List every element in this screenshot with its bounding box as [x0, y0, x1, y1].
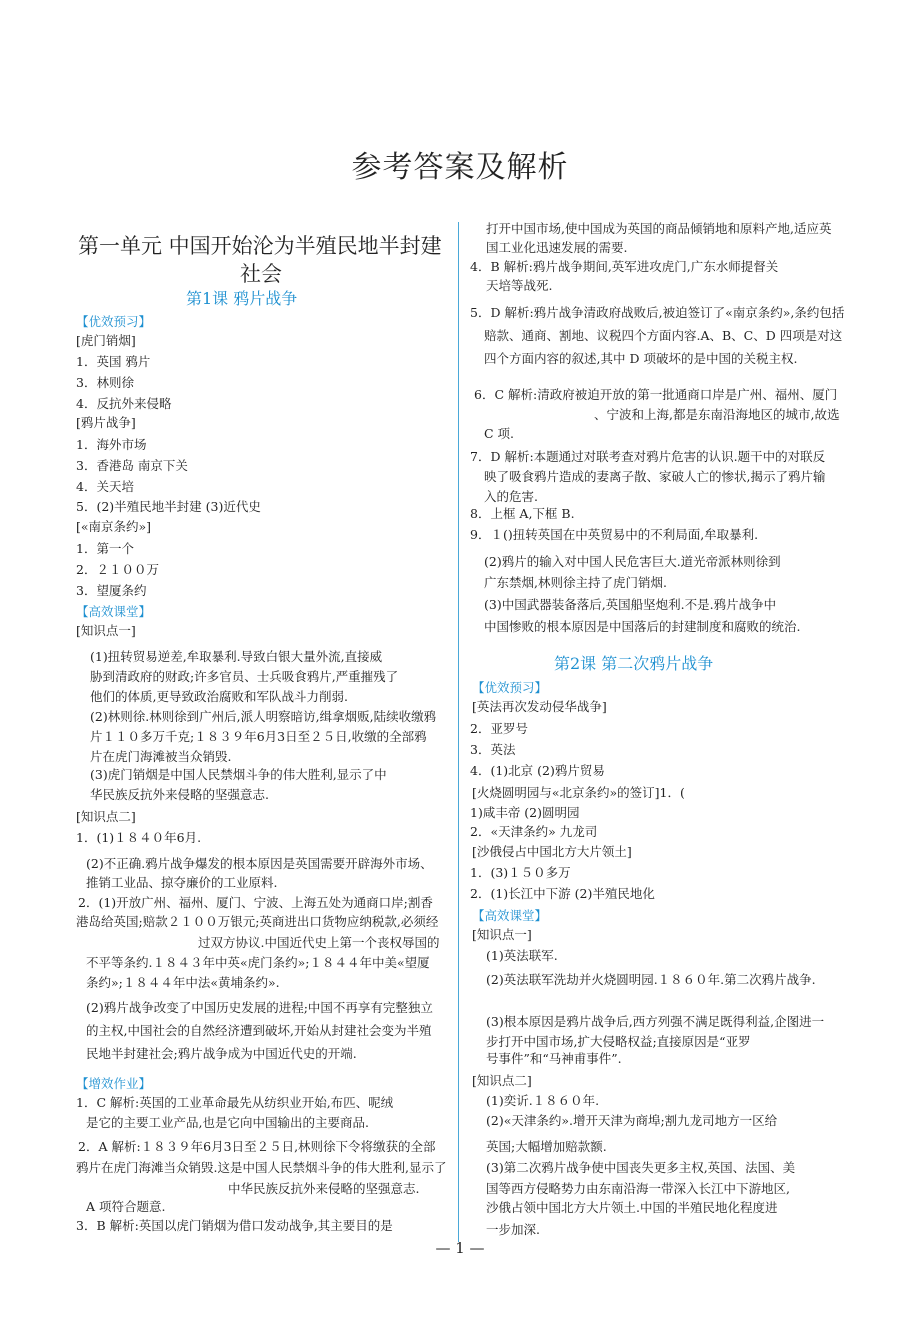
answer-line: 2．(1)开放广州、福州、厦门、宁波、上海五处为通商口岸;割香 [78, 895, 433, 910]
answer-line: (2)英法联军洗劫并火烧圆明园.１８６０年.第二次鸦片战争. [486, 972, 816, 987]
subsection-label: [知识点二] [76, 809, 136, 824]
answer-line: 推销工业品、掠夺廉价的工业原料. [86, 875, 278, 890]
answer-line: 1．C 解析:英国的工业革命最先从纺织业开始,布匹、呢绒 [76, 1095, 394, 1110]
answer-line: 2．(1)长江中下游 (2)半殖民地化 [470, 886, 655, 901]
answer-line: 赔款、通商、割地、议税四个方面内容.A、B、C、D 四项是对这 [484, 328, 843, 343]
answer-line: 胁到清政府的财政;许多官员、士兵吸食鸦片,严重摧残了 [90, 669, 399, 684]
subsection-label: [虎门销烟] [76, 333, 136, 348]
answer-line: (1)奕䜣.１８６０年. [486, 1093, 600, 1108]
answer-line: 他们的体质,更导致政治腐败和军队战斗力削弱. [90, 689, 348, 704]
answer-line: 1．英国 鸦片 [76, 354, 151, 369]
answer-line: 2．２１００万 [76, 562, 159, 577]
answer-line: 中国惨败的根本原因是中国落后的封建制度和腐败的统治. [484, 619, 801, 634]
answer-line: 1．海外市场 [76, 437, 147, 452]
answer-line: 打开中国市场,使中国成为英国的商品倾销地和原料产地,适应英 [486, 221, 832, 236]
answer-line: (1)扭转贸易逆差,牟取暴利.导致白银大量外流,直接威 [90, 649, 383, 664]
section-tag: 【优效预习】 [76, 314, 152, 329]
answer-line: (2)鸦片战争改变了中国历史发展的进程;中国不再享有完整独立 [86, 1000, 433, 1015]
subsection-label: [知识点二] [472, 1073, 532, 1088]
answer-line: (2)不正确.鸦片战争爆发的根本原因是英国需要开辟海外市场、 [86, 856, 433, 871]
answer-line: 华民族反抗外来侵略的坚强意志. [90, 787, 269, 802]
answer-line: 鸦片在虎门海滩当众销毁.这是中国人民禁烟斗争的伟大胜利,显示了 [76, 1160, 447, 1175]
answer-line: 国等西方侵略势力由东南沿海一带深入长江中下游地区, [486, 1181, 790, 1196]
answer-line: 步打开中国市场,扩大侵略权益;直接原因是“亚罗 [486, 1034, 751, 1049]
subsection-label: [鸦片战争] [76, 415, 136, 430]
answer-line: 9．１()扭转英国在中英贸易中的不利局面,牟取暴利. [470, 527, 759, 542]
answer-line: (2)«天津条约».增开天津为商埠;割九龙司地方一区给 [486, 1113, 778, 1128]
answer-line: 1．(1)１８４０年6月. [76, 830, 202, 845]
answer-line: (3)中国武器装备落后,英国船坚炮利.不是.鸦片战争中 [484, 597, 777, 612]
subsection-label: [知识点一] [76, 623, 136, 638]
unit-title-cont: 社会 [240, 262, 282, 286]
answer-line: 4．(1)北京 (2)鸦片贸易 [470, 763, 605, 778]
page-number: — 1 — [435, 1239, 485, 1257]
answer-line: 港岛给英国;赔款２１００万银元;英商进出口货物应纳税款,必须经 [76, 914, 439, 929]
answer-line: 6．C 解析:清政府被迫开放的第一批通商口岸是广州、福州、厦门 [474, 387, 838, 402]
answer-line: 8．上框 A,下框 B. [470, 506, 575, 521]
answer-line: 4．反抗外来侵略 [76, 396, 172, 411]
answer-line: 沙俄占领中国北方大片领土.中国的半殖民地化程度进 [486, 1200, 778, 1215]
subsection-label: [知识点一] [472, 927, 532, 942]
answer-line: 4．关天培 [76, 479, 134, 494]
answer-line: 四个方面内容的叙述,其中 D 项破坏的是中国的关税主权. [484, 351, 798, 366]
answer-line: 1)咸丰帝 (2)圆明园 [470, 805, 580, 820]
answer-line: (3)第二次鸦片战争使中国丧失更多主权,英国、法国、美 [486, 1160, 796, 1175]
answer-line: 广东禁烟,林则徐主持了虎门销烟. [484, 575, 667, 590]
answer-line: (2)鸦片的输入对中国人民危害巨大.道光帝派林则徐到 [484, 554, 781, 569]
answer-line: 条约»;１８４４年中法«黄埔条约». [86, 975, 280, 990]
answer-line: 一步加深. [486, 1222, 540, 1237]
answer-line: (3)根本原因是鸦片战争后,西方列强不满足既得利益,企图进一 [486, 1014, 825, 1029]
column-divider [458, 222, 459, 1242]
answer-line: 2．亚罗号 [470, 721, 528, 736]
answer-line: 2．«天津条约» 九龙司 [470, 824, 598, 839]
answer-line: 的主权,中国社会的自然经济遭到破坏,开始从封建社会变为半殖 [86, 1023, 432, 1038]
answer-line: 号事件”和“马神甫事件”. [486, 1051, 622, 1066]
answer-line: 英国;大幅增加赔款额. [486, 1139, 607, 1154]
answer-line: 中华民族反抗外来侵略的坚强意志. [228, 1181, 420, 1196]
answer-line: 1．(3)１５０多万 [470, 865, 571, 880]
section-tag: 【优效预习】 [472, 680, 548, 695]
answer-line: 是它的主要工业产品,也是它向中国输出的主要商品. [86, 1115, 369, 1130]
subsection-label: [«南京条约»] [76, 519, 152, 534]
lesson-title: 第2课 第二次鸦片战争 [554, 654, 714, 673]
answer-line: 、宁波和上海,都是东南沿海地区的城市,故选 [594, 407, 840, 422]
answer-line: 5．D 解析:鸦片战争清政府战败后,被迫签订了«南京条约»,条约包括 [470, 305, 845, 320]
answer-line: 国工业化迅速发展的需要. [486, 240, 628, 255]
page-title: 参考答案及解析 [351, 150, 569, 185]
subsection-label: [火烧圆明园与«北京条约»的签订]1．( [472, 785, 685, 800]
answer-line: 3．B 解析:英国以虎门销烟为借口发动战争,其主要目的是 [76, 1218, 393, 1233]
answer-line: 民地半封建社会;鸦片战争成为中国近代史的开端. [86, 1046, 357, 1061]
section-tag: 【高效课堂】 [472, 908, 548, 923]
answer-line: (3)虎门销烟是中国人民禁烟斗争的伟大胜利,显示了中 [90, 767, 387, 782]
answer-line: C 项. [484, 426, 515, 441]
answer-line: 片１１０多万千克;１８３９年6月3日至２５日,收缴的全部鸦 [90, 729, 427, 744]
answer-line: 不平等条约.１８４３年中英«虎门条约»;１８４４年中美«望厦 [86, 955, 430, 970]
answer-line: 4．B 解析:鸦片战争期间,英军进攻虎门,广东水师提督关 [470, 259, 779, 274]
answer-line: (2)林则徐.林则徐到广州后,派人明察暗访,缉拿烟贩,陆续收缴鸦 [90, 709, 437, 724]
answer-line: 5．(2)半殖民地半封建 (3)近代史 [76, 499, 261, 514]
answer-line: 过双方协议.中国近代史上第一个丧权辱国的 [198, 935, 440, 950]
answer-line: 3．香港岛 南京下关 [76, 458, 188, 473]
answer-line: 7．D 解析:本题通过对联考查对鸦片危害的认识.题干中的对联反 [470, 449, 826, 464]
answer-line: 3．林则徐 [76, 375, 134, 390]
answer-line: (1)英法联军. [486, 948, 558, 963]
section-tag: 【增效作业】 [76, 1076, 152, 1091]
unit-title: 第一单元 中国开始沦为半殖民地半封建 [78, 234, 442, 258]
section-tag: 【高效课堂】 [76, 604, 152, 619]
answer-line: 片在虎门海滩被当众销毁. [90, 749, 232, 764]
answer-line: 映了吸食鸦片造成的妻离子散、家破人亡的惨状,揭示了鸦片输 [484, 469, 826, 484]
answer-line: 2．A 解析:１８３９年6月3日至２５日,林则徐下令将缴获的全部 [78, 1139, 436, 1154]
answer-line: 3．望厦条约 [76, 583, 147, 598]
answer-line: 入的危害. [484, 489, 538, 504]
answer-line: A 项符合题意. [86, 1199, 166, 1214]
answer-line: 3．英法 [470, 742, 516, 757]
answer-line: 1．第一个 [76, 541, 134, 556]
answer-line: 天培等战死. [486, 278, 553, 293]
subsection-label: [沙俄侵占中国北方大片领土] [472, 844, 632, 859]
lesson-title: 第1课 鸦片战争 [186, 289, 298, 308]
subsection-label: [英法再次发动侵华战争] [472, 699, 607, 714]
